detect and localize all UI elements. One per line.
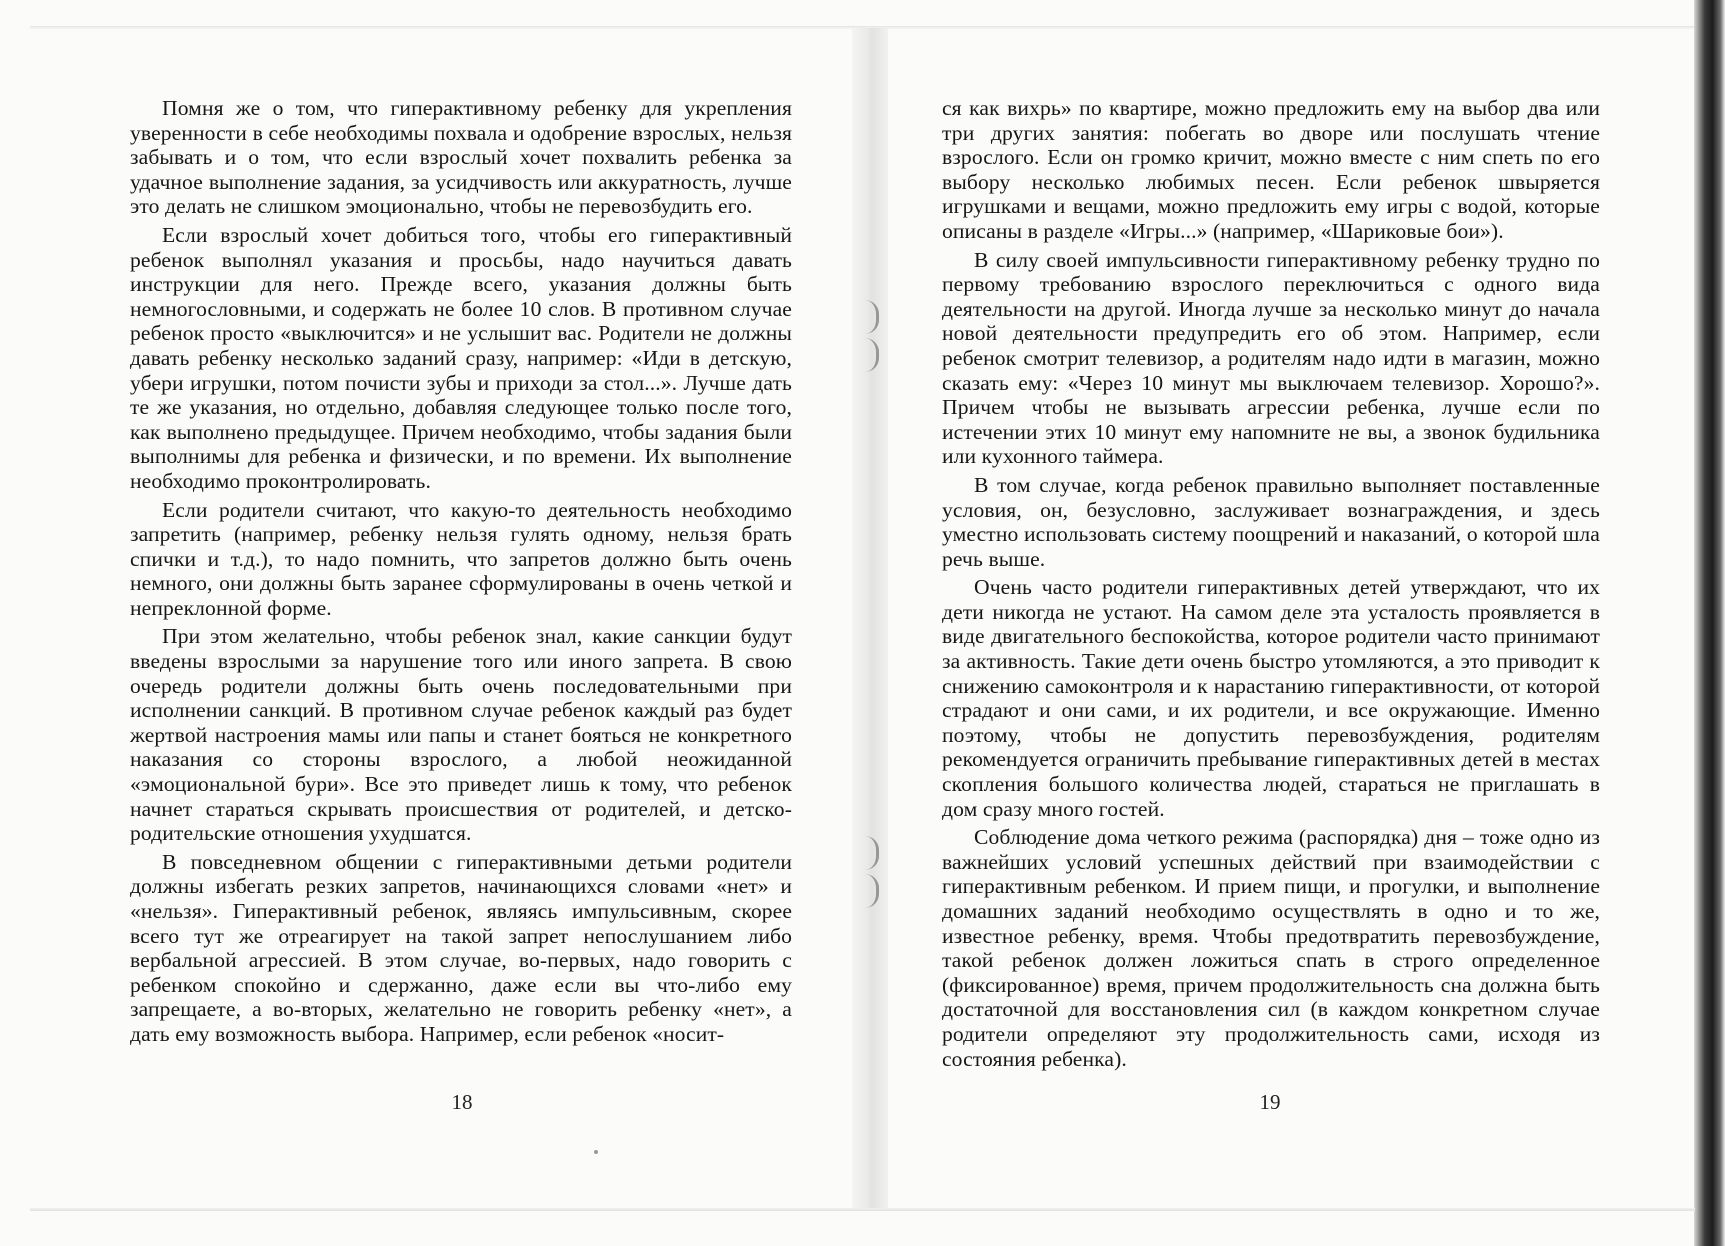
paragraph: Помня же о том, что гиперактивному ребенку для укрепления уверенности в себе необходимы похвала и одобрение взрослых, нельзя забывать и о том, что если взрослый хочет похвалить ребенка за удачное выполнение задания, за усидчивость или аккуратность, лучше это делать не слишком эмоционально, чтобы не перевозбудить его.	[130, 96, 792, 219]
scan-speck	[594, 1150, 598, 1154]
scan-edge-shadow	[1694, 0, 1725, 1246]
paragraph: Очень часто родители гиперактивных детей утверждают, что их дети никогда не устают. На самом деле эта усталость проявляется в виде двигательного беспокойства, которое родители часто принимают за активность. Такие дети очень быстро утомляются, а это приводит к снижению самоконтроля и к нарастанию гиперактивности, от которой страдают и они сами, и их родители, и все окружающие. Именно поэтому, чтобы не допустить перевозбуждения, родителям рекомендуется ограничить пребывание гиперактивных детей в местах скопления большого количества людей, стараться не приглашать в дом сразу много гостей.	[942, 575, 1600, 821]
paragraph: В том случае, когда ребенок правильно выполняет поставленные условия, он, безусловно, заслуживает вознаграждения, и здесь уместно использовать систему поощрений и наказаний, о которой шла речь выше.	[942, 472, 1600, 571]
paragraph: Если родители считают, что какую-то деятельность необходимо запретить (например, ребенку нельзя гулять одному, нельзя брать спички и т.д.), то надо помнить, что запретов должно быть очень немного, они должны быть заранее сформулированы в очень четкой и непреклонной форме.	[130, 497, 792, 620]
paragraph: В силу своей импульсивности гиперактивному ребенку трудно по первому требованию взрослого переключиться с одного вида деятельности на другой. Иногда лучше за несколько минут до начала новой деятельности предупредить его об этом. Например, если ребенок смотрит телевизор, а родителям надо идти в магазин, можно сказать ему: «Через 10 минут мы выключаем телевизор. Хорошо?». Причем чтобы не вызывать агрессии ребенка, лучше если по истечении этих 10 минут ему напомните не вы, а звонок будильника или кухонного таймера.	[942, 247, 1600, 469]
page-number-left: 18	[451, 1090, 473, 1114]
right-page-text	[942, 96, 1600, 1075]
paragraph: Если взрослый хочет добиться того, чтобы его гиперактивный ребенок выполнял указания и просьбы, надо научиться давать инструкции для него. Прежде всего, указания должны быть немногословными, и содержать не более 10 слов. В противном случае ребенок просто «выключится» и не услышит вас. Родители не должны давать ребенку несколько заданий сразу, например: «Иди в детскую, убери игрушки, потом почисти зубы и приходи за стол...». Лучше дать те же указания, но отдельно, добавляя следующее только после того, как выполнено предыдущее. Причем необходимо, чтобы задания были выполнимы для ребенка и физически, и по времени. Их выполнение необходимо проконтролировать.	[130, 222, 792, 493]
page-number-right: 19	[1259, 1090, 1281, 1114]
paragraph: При этом желательно, чтобы ребенок знал, какие санкции будут введены взрослыми за нарушение того или иного запрета. В свою очередь родители должны быть очень последовательными при исполнении санкций. В противном случае ребенок каждый раз будет жертвой настроения мамы или папы и станет бояться не конкретного наказания со стороны взрослого, а любой неожиданной «эмоциональной бури». Все это приведет лишь к тому, что ребенок начнет стараться скрывать происшествия от родителей, и детско-родительские отношения ухудшатся.	[130, 624, 792, 846]
paragraph: В повседневном общении с гиперактивными детьми родители должны избегать резких запретов, начинающихся словами «нет» и «нельзя». Гиперактивный ребенок, являясь импульсивным, скорее всего тут же отреагирует на такой запрет непослушанием либо вербальной агрессией. В этом случае, во-первых, надо говорить с ребенком спокойно и сдержанно, даже если вы что-либо ему запрещаете, а во-вторых, желательно не говорить ребенку «нет», а дать ему возможность выбора. Например, если ребенок «носит-	[130, 849, 792, 1046]
page-bottom-edge	[30, 1208, 1695, 1211]
paragraph: Соблюдение дома четкого режима (распорядка) дня – тоже одно из важнейших условий успешных действий при взаимодействии с гиперактивным ребенком. И прием пищи, и прогулки, и выполнение домашних заданий необходимо осуществлять в одно и то же, известное ребенку, время. Чтобы предотвратить перевозбуждение, такой ребенок должен ложиться спать в строго определенное (фиксированное) время, причем продолжительность сна должна быть достаточной для восстановления сил (в каждом конкретном случае родители определяют эту продолжительность сами, исходя из состояния ребенка).	[942, 825, 1600, 1071]
paragraph: ся как вихрь» по квартире, можно предложить ему на выбор два или три других занятия: побегать во дворе или послушать чтение взрослого. Если он громко кричит, можно вместе с ним спеть по его выбору несколько любимых песен. Если ребенок швыряется игрушками и вещами, можно предложить ему игры с водой, которые описаны в разделе «Игры...» (например, «Шариковые бои»).	[942, 96, 1600, 243]
left-page-text	[130, 96, 792, 1051]
book-gutter	[852, 28, 888, 1208]
